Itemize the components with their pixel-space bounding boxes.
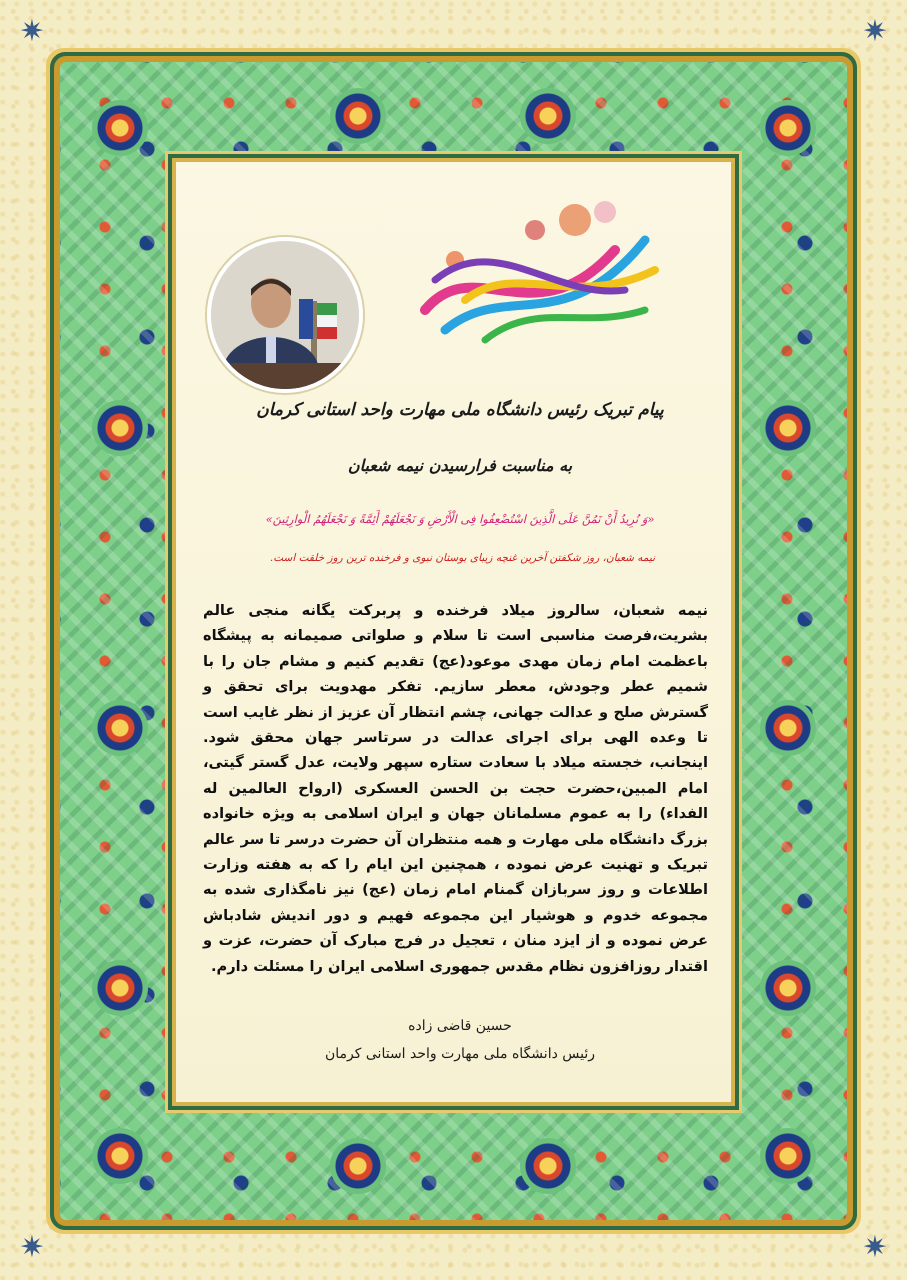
page-subtitle: به مناسبت فرارسیدن نیمه شعبان [347,456,573,475]
body-paragraph: اینجانب، خجسته میلاد با سعادت ستاره سپهر ولایت، عدل گستر گیتی، امام المبین،حضرت حجت بن الحسن العسکری (ارواح العالمین له الفداء) را به عموم مسلمانان جهان و ایران اسلامی به ویژه خانواده بزرگ دانشگاه ملی مهارت و همه منتظران آن حضرت درسر تا سر عالم تبریک و تهنیت عرض نموده ، [203,754,708,874]
medallion-icon [760,960,816,1016]
intro-line: نیمه شعبان، روز شکفتن آخرین غنچه زیبای بوستان نبوی و فرخنده ترین روز خلقت است. [269,552,656,564]
signature-role: رئیس دانشگاه ملی مهارت واحد استانی کرمان [325,1046,595,1062]
medallion-icon [92,400,148,456]
corner-ornament-icon: ✷ [862,1230,888,1265]
medallion-icon [92,100,148,156]
medallion-icon [520,1138,576,1194]
body-paragraph: تفکر مهدویت برای تحقق و گسترش صلح و عدالت جهانی، چشم انتظار آن عزیز از نظر غایب است تا وعده الهی برای اجرای عدالت در سرتاسر جهان محقق شود. [203,678,708,747]
medallion-icon [92,700,148,756]
calligraphy-artwork [415,190,665,350]
portrait-image [211,241,359,389]
corner-ornament-icon: ✷ [862,14,888,49]
medallion-icon [92,960,148,1016]
medallion-icon [330,1138,386,1194]
body-paragraph: همچنین این ایام را که به هفته وزارت اطلاعات و روز سربازان گمنام امام زمان (عج) نیز نامگذاری شده به مجموعه خدوم و هوشیار این مجموعه فهیم و دور اندیش شادباش عرض نموده و از ایزد منان ، تعجیل در فرج مبارک آن حضرت، عزت و اقتدار روزافزون نظام مقدس جمهوری اسلامی ایران را مسئلت دارم. [203,856,708,975]
quran-verse: «وَ نُرِیدُ أَنْ نَمُنَّ عَلَى الَّذِینَ اسْتُضْعِفُوا فِی الْأَرْضِ وَ نَجْعَلَهُمْ أَئِمَّةً وَ نَجْعَلَهُمُ الْوارِثِینَ» [265,512,655,526]
message-body [203,598,708,979]
body-paragraph: نیمه شعبان، سالروز میلاد فرخنده و پربرکت یگانه منجی عالم بشریت،فرصت مناسبی است تا سلام و صلواتی صمیمانه به پیشگاه باعظمت امام زمان مهدی موعود(عج) تقدیم کنیم و مشام جان را با شمیم عطر وجودش، معطر سازیم. [203,602,708,696]
corner-ornament-icon: ✷ [19,1230,45,1265]
medallion-icon [92,1128,148,1184]
medallion-icon [520,88,576,144]
corner-ornament-icon: ✷ [19,14,45,49]
signature-name: حسین قاضی زاده [408,1018,512,1034]
avatar [207,237,363,393]
medallion-icon [760,700,816,756]
medallion-icon [330,88,386,144]
medallion-icon [760,100,816,156]
medallion-icon [760,400,816,456]
medallion-icon [760,1128,816,1184]
page-title: پیام تبریک رئیس دانشگاه ملی مهارت واحد استانی کرمان [256,400,664,420]
